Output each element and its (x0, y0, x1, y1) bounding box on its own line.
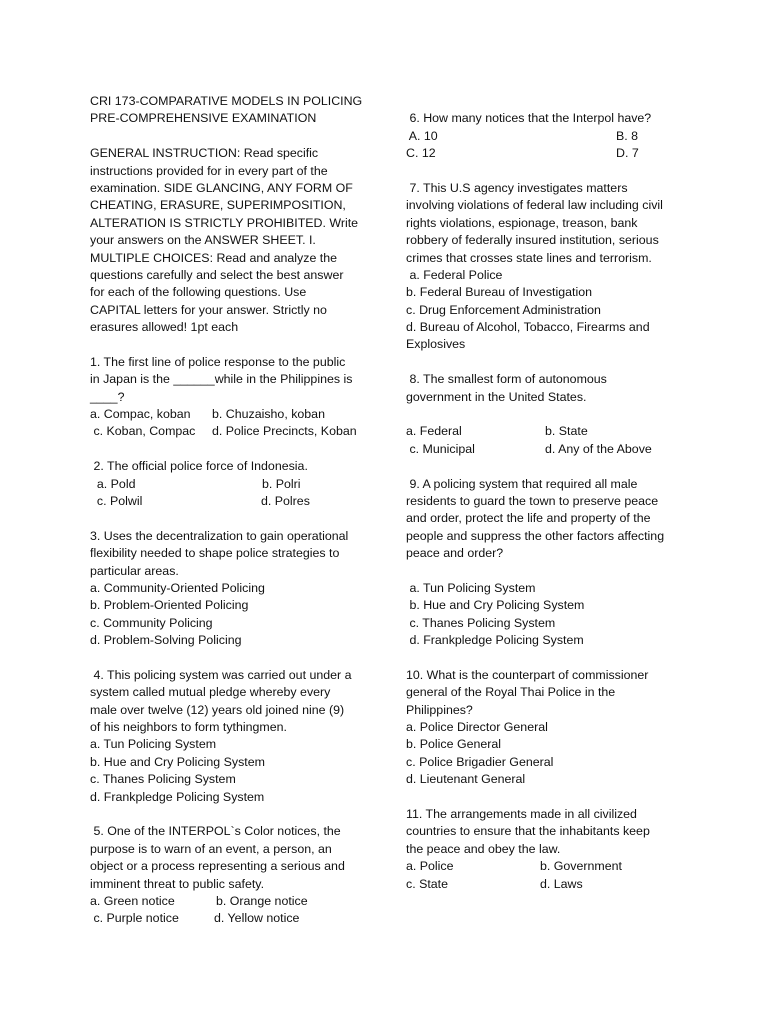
question-5 (90, 823, 365, 927)
option-b: b. Orange notice (216, 893, 308, 908)
instruction-line: CHEATING, ERASURE, SUPERIMPOSITION, (90, 198, 346, 213)
option-d: d. Polres (261, 493, 310, 508)
instruction-line: examination. SIDE GLANCING, ANY FORM OF (90, 180, 353, 195)
question-stem: people and suppress the other factors affecting (406, 528, 665, 543)
left-column (90, 93, 365, 928)
question-stem: 2. The official police force of Indonesia. (90, 459, 308, 474)
question-6 (406, 110, 678, 162)
option-a: a. Pold (90, 476, 136, 491)
option-b: b. Hue and Cry Policing System (406, 598, 585, 613)
option-b: b. State (545, 424, 588, 439)
option-d: d. Problem-Solving Policing (90, 633, 242, 648)
option-a: a. Federal Police (406, 267, 503, 282)
question-stem: 9. A policing system that required all male (406, 476, 638, 491)
option-b: b. Problem-Oriented Policing (90, 598, 249, 613)
option-a: a. Community-Oriented Policing (90, 580, 265, 595)
question-7 (406, 180, 678, 354)
question-stem: Philippines? (406, 702, 473, 717)
question-stem: government in the United States. (406, 389, 587, 404)
question-9 (406, 476, 678, 650)
option-d: d. Police Precincts, Koban (212, 424, 357, 439)
option-a: a. Tun Policing System (406, 580, 536, 595)
question-stem: flexibility needed to shape police strategies to (90, 546, 340, 561)
exam-subtitle: PRE-COMPREHENSIVE EXAMINATION (90, 111, 317, 126)
instruction-line: instructions provided for in every part of the (90, 163, 328, 178)
option-c: c. Polwil (90, 493, 143, 508)
question-stem: involving violations of federal law including civil (406, 198, 663, 213)
question-stem: ____? (90, 389, 125, 404)
question-stem: the peace and obey the law. (406, 841, 561, 856)
instruction-line: GENERAL INSTRUCTION: Read specific (90, 146, 319, 161)
option-b: b. Police General (406, 737, 502, 752)
option-c: c. Koban, Compac (90, 424, 196, 439)
question-stem: rights violations, espionage, treason, bank (406, 215, 638, 230)
instruction-line: CAPITAL letters for your answer. Strictly no (90, 302, 327, 317)
general-instruction (90, 145, 365, 336)
question-4 (90, 667, 365, 806)
question-stem: purpose is to warn of an event, a person, an (90, 841, 332, 856)
question-stem: particular areas. (90, 563, 179, 578)
question-stem: 1. The first line of police response to the public (90, 354, 346, 369)
instruction-line: questions carefully and select the best answer (90, 267, 344, 282)
question-stem: peace and order? (406, 546, 504, 561)
question-stem: male over twelve (12) years old joined nine (9) (90, 702, 345, 717)
question-11 (406, 806, 678, 893)
option-d: D. 7 (616, 146, 639, 161)
option-d: d. Yellow notice (214, 911, 300, 926)
option-c: C. 12 (406, 146, 436, 161)
option-c: c. Purple notice (90, 911, 179, 926)
exam-title: CRI 173-COMPARATIVE MODELS IN POLICING (90, 94, 363, 108)
question-stem: countries to ensure that the inhabitants keep (406, 824, 650, 839)
question-stem: system called mutual pledge whereby every (90, 685, 331, 700)
option-a: a. Tun Policing System (90, 737, 217, 752)
option-a: a. Compac, koban (90, 407, 191, 422)
option-a: a. Federal (406, 424, 462, 439)
instruction-line: ALTERATION IS STRICTLY PROHIBITED. Write (90, 215, 359, 230)
option-a: a. Police (406, 859, 454, 874)
option-d: d. Frankpledge Policing System (406, 633, 584, 648)
instruction-line: your answers on the ANSWER SHEET. I. (90, 233, 316, 248)
option-b: b. Chuzaisho, koban (212, 407, 325, 422)
instruction-line: erasures allowed! 1pt each (90, 320, 239, 335)
instruction-line: for each of the following questions. Use (90, 285, 307, 300)
option-c: c. State (406, 876, 449, 891)
question-stem: of his neighbors to form tythingmen. (90, 720, 287, 735)
question-8 (406, 371, 678, 458)
option-c: c. Thanes Policing System (90, 772, 236, 787)
option-b: B. 8 (616, 128, 639, 143)
option-d: d. Lieutenant General (406, 772, 526, 787)
question-stem: 4. This policing system was carried out under a (90, 667, 352, 682)
option-c: c. Drug Enforcement Administration (406, 302, 601, 317)
question-stem: 11. The arrangements made in all civilized (406, 807, 637, 822)
option-d: d. Any of the Above (545, 441, 652, 456)
option-d-continued: Explosives (406, 337, 466, 352)
question-stem: and order, protect the life and property of the (406, 511, 651, 526)
option-d: d. Laws (540, 876, 583, 891)
question-stem: imminent threat to public safety. (90, 876, 265, 891)
option-d: d. Frankpledge Policing System (90, 789, 265, 804)
option-b: b. Hue and Cry Policing System (90, 754, 265, 769)
question-stem: robbery of federally insured institution, serious (406, 233, 659, 248)
question-stem: in Japan is the ______while in the Philippines is (90, 372, 353, 387)
question-stem: 7. This U.S agency investigates matters (406, 180, 628, 195)
question-3 (90, 528, 365, 650)
option-c: c. Municipal (406, 441, 475, 456)
question-stem: 8. The smallest form of autonomous (406, 372, 607, 387)
instruction-line: MULTIPLE CHOICES: Read and analyze the (90, 250, 338, 265)
option-b: b. Polri (262, 476, 301, 491)
question-2 (90, 458, 365, 510)
question-stem: general of the Royal Thai Police in the (406, 685, 616, 700)
option-b: b. Federal Bureau of Investigation (406, 285, 592, 300)
question-10 (406, 667, 678, 789)
question-stem: crimes that crosses state lines and terrorism. (406, 250, 652, 265)
option-c: c. Thanes Policing System (406, 615, 556, 630)
question-stem: object or a process representing a serious and (90, 859, 345, 874)
option-a: a. Police Director General (406, 720, 548, 735)
right-column (406, 93, 678, 893)
option-b: b. Government (540, 859, 622, 874)
question-1 (90, 354, 365, 441)
option-c: c. Community Policing (90, 615, 213, 630)
option-a: a. Green notice (90, 893, 175, 908)
question-stem: residents to guard the town to preserve peace (406, 493, 659, 508)
option-a: A. 10 (406, 128, 438, 143)
question-stem: 3. Uses the decentralization to gain operational (90, 528, 349, 543)
option-c: c. Police Brigadier General (406, 754, 554, 769)
question-stem: 10. What is the counterpart of commissioner (406, 667, 649, 682)
question-stem: 5. One of the INTERPOL`s Color notices, the (90, 824, 341, 839)
option-d: d. Bureau of Alcohol, Tobacco, Firearms and (406, 320, 650, 335)
question-stem: 6. How many notices that the Interpol have? (406, 111, 652, 126)
